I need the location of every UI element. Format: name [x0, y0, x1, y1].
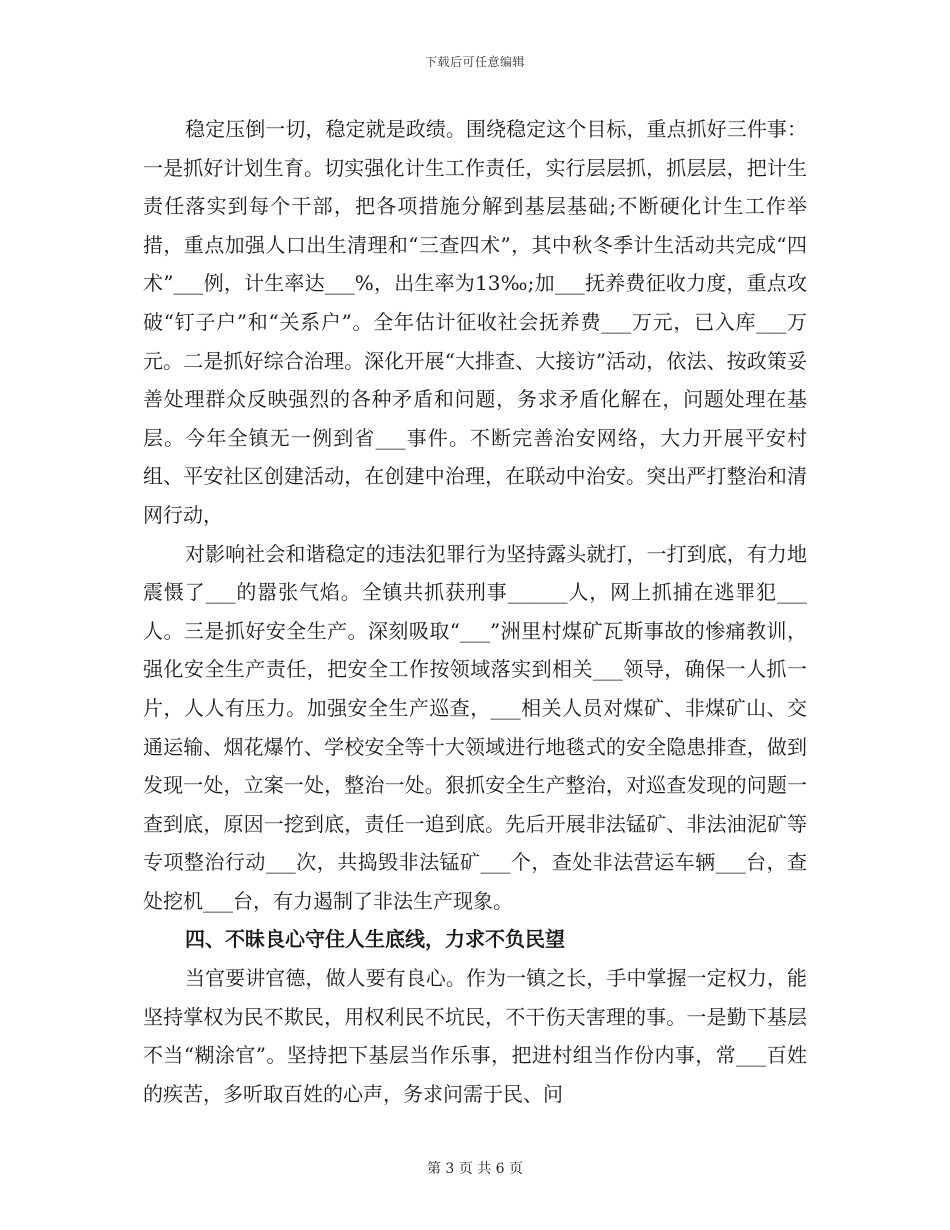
paragraph-crime-safety: 对影响社会和谐稳定的违法犯罪行为坚持露头就打，一打到底，有力地震慑了___的嚣张气焰。全镇共抓获刑事______人，网上抓捕在逃罪犯___人。三是抓好安全生产。深刻吸取“___”洲里村煤矿瓦斯事故的惨痛教训，强化安全生产责任，把安全工作按领域落实到相关___领导，确保一人抓一片，人人有压力。加强安全生产巡查，___相关人员对煤矿、非煤矿山、交通运输、烟花爆竹、学校安全等十大领域进行地毯式的安全隐患排查，做到发现一处，立案一处，整治一处。狠抓安全生产整治，对巡查发现的问题一查到底，原因一挖到底，责任一追到底。先后开展非法锰矿、非法油泥矿等专项整治行动___次，共捣毁非法锰矿___个，查处非法营运车辆___台，查处挖机___台，有力遏制了非法生产现象。	[143, 541, 807, 913]
page-header: 下载后可任意编辑	[424, 55, 525, 69]
document-body	[143, 110, 807, 1113]
paragraph-conscience: 当官要讲官德，做人要有良心。作为一镇之长，手中掌握一定权力，能坚持掌权为民不欺民，用权利民不坑民，不干伤天害理的事。一是勤下基层不当“糊涂官”。坚持把下基层当作乐事，把进村组当作份内事，常___百姓的疾苦，多听取百姓的心声，务求问需于民、问	[143, 966, 807, 1106]
page-footer: 第 3 页 共 6 页	[426, 1161, 524, 1177]
section-heading: 四、不昧良心守住人生底线，力求不负民望	[185, 927, 565, 952]
paragraph-stability: 稳定压倒一切，稳定就是政绩。围绕稳定这个目标，重点抓好三件事：一是抓好计划生育。切实强化计生工作责任，实行层层抓，抓层层，把计生责任落实到每个干部，把各项措施分解到基层基础;不断硬化计生工作举措，重点加强人口出生清理和“三查四术”，其中秋冬季计生活动共完成“四术”___例，计生率达___%，出生率为13‰;加___抚养费征收力度，重点攻破“钉子户”和“关系户”。全年估计征收社会抚养费___万元，已入库___万元。二是抓好综合治理。深化开展“大排查、大接访”活动，依法、按政策妥善处理群众反映强烈的各种矛盾和问题，务求矛盾化解在，问题处理在基层。今年全镇无一例到省___事件。不断完善治安网络，大力开展平安村组、平安社区创建活动，在创建中治理，在联动中治安。突出严打整治和清网行动，	[143, 117, 807, 527]
